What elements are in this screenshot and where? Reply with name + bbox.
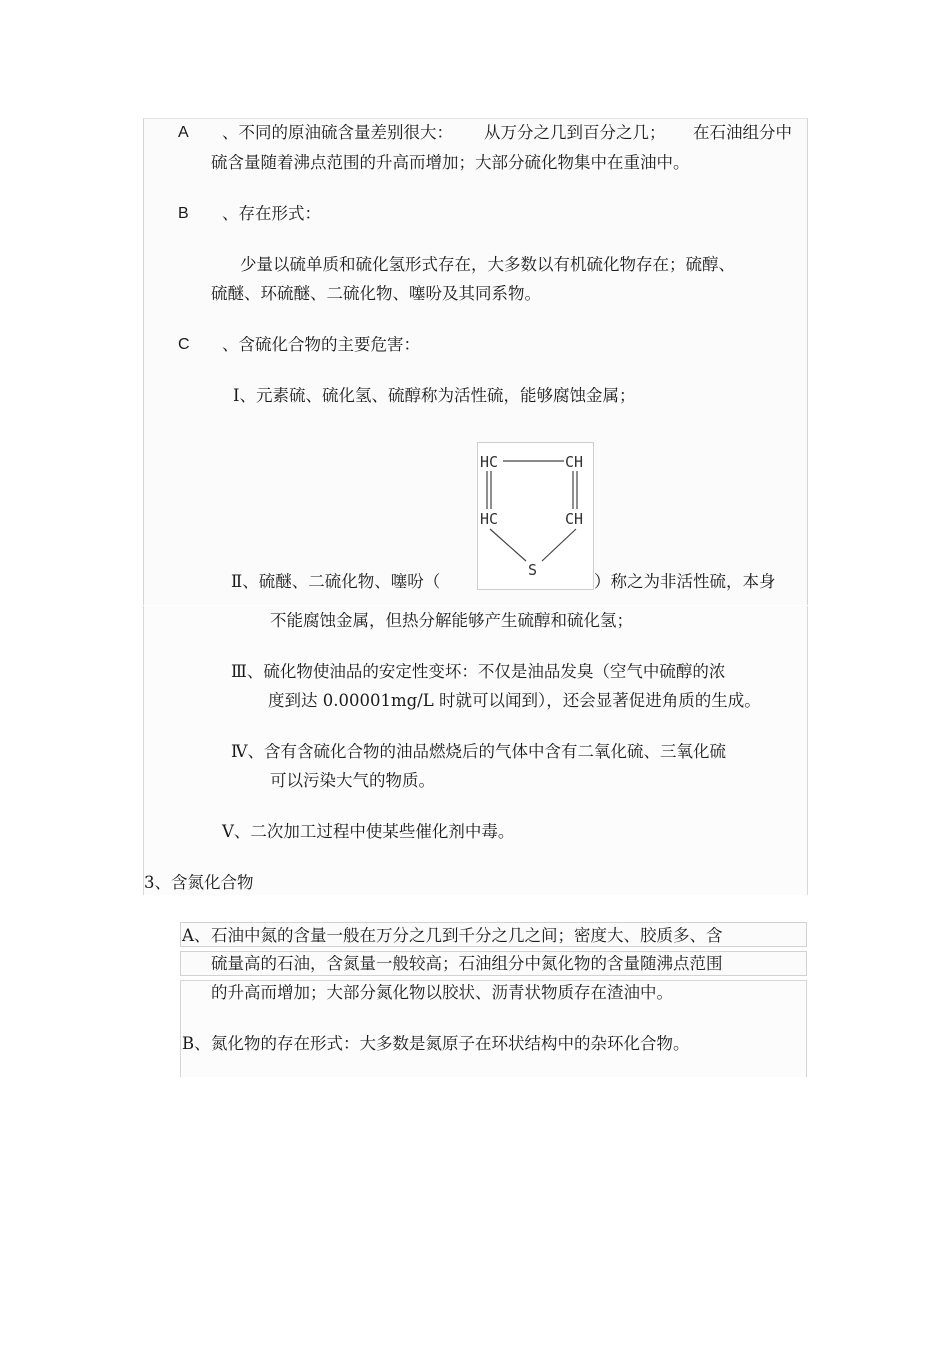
thiophene-sulfur: S: [528, 561, 538, 579]
hazard-iv-line1: Ⅳ、含有含硫化合物的油品燃烧后的气体中含有二氧化硫、三氧化硫: [231, 742, 726, 761]
nitrogen-a-line2: 硫量高的石油，含氮量一般较高；石油组分中氮化物的含量随沸点范围: [211, 954, 723, 973]
thiophene-structure: [477, 442, 594, 590]
sulfur-a-line2: 硫含量随着沸点范围的升高而增加；大部分硫化物集中在重油中。: [211, 153, 690, 172]
sulfur-a-line1b: 从万分之几到百分之几；: [484, 123, 666, 142]
nitrogen-a-letter: A、: [182, 926, 211, 945]
sulfur-b-line1: 少量以硫单质和硫化氢形式存在，大多数以有机硫化物存在；硫醇、: [240, 255, 735, 274]
sulfur-a-line1c: 在石油组分中: [693, 123, 792, 142]
nitrogen-b-letter: B、: [182, 1034, 211, 1053]
sulfur-section-box: [143, 118, 808, 605]
nitrogen-b-line1: 氮化物的存在形式：大多数是氮原子在环状结构中的杂环化合物。: [211, 1034, 690, 1053]
nitrogen-heading: 3、含氮化合物: [144, 873, 254, 892]
hazard-ii-line2: 不能腐蚀金属，但热分解能够产生硫醇和硫化氢；: [270, 611, 633, 630]
hazard-ii-suffix: ）称之为非活性硫，本身: [594, 572, 776, 591]
hazard-v: Ⅴ、二次加工过程中使某些催化剂中毒。: [222, 822, 515, 841]
hazard-iv-line2: 可以污染大气的物质。: [270, 771, 435, 790]
nitrogen-a-line3: 的升高而增加；大部分氮化物以胶状、沥青状物质存在渣油中。: [211, 983, 673, 1002]
hazard-iii-line1: Ⅲ、硫化物使油品的安定性变坏：不仅是油品发臭（空气中硫醇的浓: [231, 662, 726, 681]
hazard-ii-prefix: Ⅱ、硫醚、二硫化物、噻吩（: [231, 572, 441, 591]
hazard-iii-line2: 度到达 0.00001mg/L 时就可以闻到），还会显著促进角质的生成。: [268, 691, 761, 710]
thiophene-hc-top-left: HC: [480, 453, 499, 471]
sulfur-b-heading: 、存在形式：: [222, 204, 321, 223]
sulfur-b-line2: 硫醚、环硫醚、二硫化物、噻吩及其同系物。: [211, 284, 541, 303]
item-letter-b: B: [178, 205, 189, 222]
hazard-i: Ⅰ、元素硫、硫化氢、硫醇称为活性硫，能够腐蚀金属；: [233, 386, 636, 405]
item-letter-a: A: [178, 124, 189, 141]
thiophene-hc-bottom-left: HC: [480, 510, 499, 528]
sulfur-a-line1: 、不同的原油硫含量差别很大：: [222, 123, 453, 142]
item-letter-c: C: [178, 336, 190, 353]
thiophene-ch-top-right: CH: [565, 453, 584, 471]
sulfur-c-heading: 、含硫化合物的主要危害：: [222, 335, 420, 354]
nitrogen-a-line1: 石油中氮的含量一般在万分之几到千分之几之间；密度大、胶质多、含: [211, 926, 723, 945]
bond-bottom-right: [542, 529, 576, 561]
bond-bottom-left: [490, 529, 526, 561]
thiophene-ch-bottom-right: CH: [565, 510, 584, 528]
